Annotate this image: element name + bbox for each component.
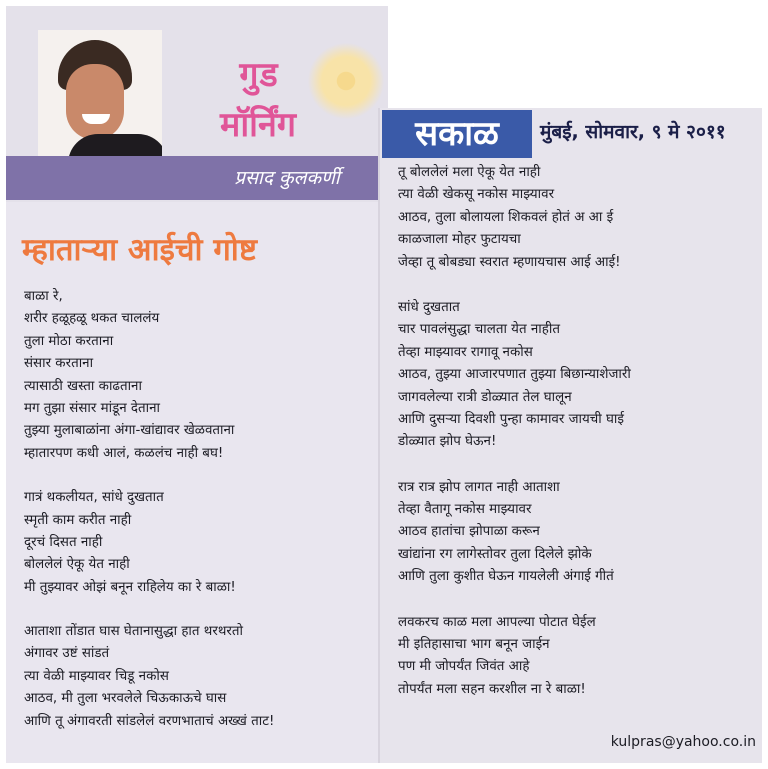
photo-face: [66, 64, 124, 140]
poem-line: तुला मोठा करताना: [24, 333, 114, 349]
poem-line: रात्र रात्र झोप लागत नाही आताशा: [398, 479, 560, 495]
poem-line: पण मी जोपर्यंत जिवंत आहे: [398, 659, 530, 675]
poem-line: काळजाला मोहर फुटायचा: [398, 232, 521, 248]
stanza: [398, 297, 748, 454]
poem-line: आणि तुला कुशीत घेऊन गायलेली अंगाई गीतं: [398, 569, 614, 585]
poem-line: मी इतिहासाचा भाग बनून जाईन: [398, 637, 550, 653]
stanza: [24, 286, 384, 465]
poem-line: चार पावलंसुद्धा चालता येत नाहीत: [398, 322, 560, 338]
stanza-gap: [398, 589, 748, 612]
poem-line: तोपर्यंत मला सहन करशील ना रे बाळा!: [398, 681, 586, 697]
stanza: [398, 612, 748, 702]
poem-line: त्या वेळी माझ्यावर चिडू नकोस: [24, 668, 169, 684]
newspaper-logo-box: [382, 110, 532, 158]
poem-line: जागवलेल्या रात्री डोळ्यात तेल घालून: [398, 389, 572, 405]
column-title-line2: मॉर्निंग: [220, 105, 296, 145]
poem-line: त्यासाठी खस्ता काढताना: [24, 378, 142, 394]
stanza: [24, 621, 384, 733]
poem-line: तू बोललेलं मला ऐकू येत नाही: [398, 165, 541, 180]
poem-line: तेव्हा वैतागू नकोस माझ्यावर: [398, 502, 532, 518]
stanza-gap: [24, 465, 384, 487]
poem-headline: म्हाताऱ्या आईची गोष्ट: [22, 232, 257, 268]
newspaper-clipping: [380, 108, 762, 763]
stanza: [24, 487, 384, 599]
poem-line: तुझ्या मुलाबाळांना अंगा-खांद्यावर खेळवताना: [24, 423, 235, 439]
poem-line: आठव हातांचा झोपाळा करून: [398, 524, 540, 540]
poem-line: जेव्हा तू बोबड्या स्वरात म्हणायचास आई आई!: [398, 254, 621, 270]
poem-line: म्हातारपण कधी आलं, कळलंच नाही बघ!: [24, 445, 224, 461]
poem-line: बोललेलं ऐकू येत नाही: [24, 557, 130, 573]
author-email: kulpras@yahoo.co.in: [610, 734, 756, 750]
column-clipping: [6, 6, 388, 763]
poem-line: शरीर हळूहळू थकत चाललंय: [24, 311, 160, 327]
left-poem-text: [24, 286, 384, 733]
poem-line: आठव, तुला बोलायला शिकवलं होतं अ आ ई: [398, 209, 614, 225]
poem-line: लवकरच काळ मला आपल्या पोटात घेईल: [398, 614, 596, 630]
right-poem-text: [398, 162, 748, 701]
poem-line: संसार करताना: [24, 356, 94, 372]
masthead: [380, 108, 762, 160]
poem-line: मी तुझ्यावर ओझं बनून राहिलेय का रे बाळा!: [24, 579, 236, 595]
poem-line: आठव, मी तुला भरवलेले चिऊकाऊचे घास: [24, 691, 227, 707]
poem-line: मग तुझा संसार मांडून देताना: [24, 400, 161, 416]
poem-line: खांद्यांना रग लागेस्तोवर तुला दिलेले झोके: [398, 546, 592, 562]
poem-line: स्मृती काम करीत नाही: [24, 512, 132, 528]
poem-line: आताशा तोंडात घास घेतानासुद्धा हात थरथरतो: [24, 624, 243, 640]
dateline: मुंबई, सोमवार, ९ मे २०११: [540, 121, 726, 143]
poem-line: तेव्हा माझ्यावर रागावू नकोस: [398, 344, 533, 360]
poem-line: त्या वेळी खेकसू नकोस माझ्यावर: [398, 187, 555, 203]
stanza: [398, 162, 748, 274]
stanza: [398, 477, 748, 589]
stanza-gap: [398, 454, 748, 477]
poem-line: अंगावर उष्टं सांडतं: [24, 646, 110, 662]
poem-line: गात्रं थकलीयत, सांधे दुखतात: [24, 490, 164, 506]
poem-line: डोळ्यात झोप घेऊन!: [398, 434, 497, 450]
stanza-gap: [24, 599, 384, 621]
author-byline: प्रसाद कुलकर्णी: [234, 167, 340, 189]
poem-line: आणि दुसऱ्या दिवशी पुन्हा कामावर जायची घाई: [398, 411, 624, 427]
poem-line: आठव, तुझ्या आजारपणात तुझ्या बिछान्याशेजारी: [398, 367, 631, 383]
column-banner: [6, 6, 388, 202]
poem-line: बाळा रे,: [24, 289, 63, 304]
newspaper-logo: सकाळ: [415, 114, 499, 154]
poem-line: दूरचं दिसत नाही: [24, 534, 103, 550]
stanza-gap: [398, 274, 748, 297]
poem-line: सांधे दुखतात: [398, 299, 460, 315]
poem-line: आणि तू अंगावरती सांडलेलं वरणभाताचं अख्खं ताट!: [24, 713, 275, 729]
column-title-line1: गुड: [239, 55, 279, 95]
